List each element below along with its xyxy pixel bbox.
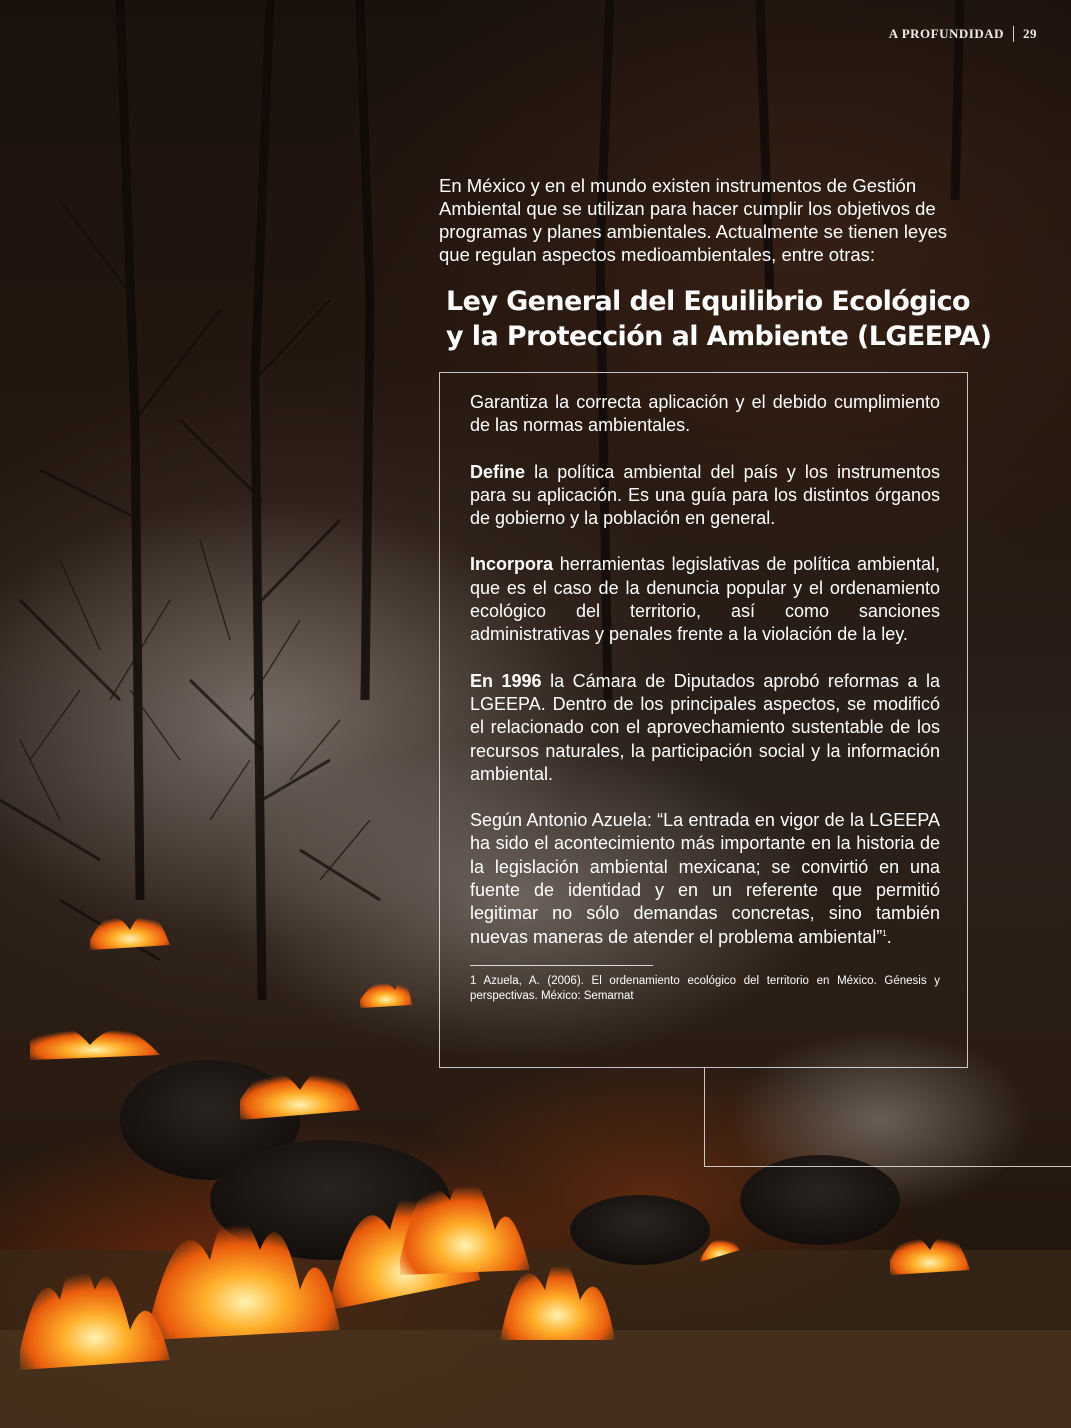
section-title: A PROFUNDIDAD <box>888 26 1004 41</box>
paragraph-1996 <box>470 670 940 786</box>
page-number: 29 <box>1023 26 1037 41</box>
footnote-marker: 1 <box>882 928 887 938</box>
paragraph-1996-text: la Cámara de Diputados aprobó reformas a la LGEEPA. Dentro de los principales aspectos, se modificó el relacionado con el aprovechamiento sustentable de los recursos naturales, la participación social y la información ambiental. <box>470 670 940 784</box>
paragraph-define-text: la política ambiental del país y los instrumentos para su aplicación. Es una guía para los distintos órganos de gobierno y la población en general. <box>470 461 940 529</box>
page-header <box>889 26 1037 42</box>
law-title-line-1: Ley General del Equilibrio Ecológico <box>446 286 970 317</box>
intro-paragraph: En México y en el mundo existen instrumentos de Gestión Ambiental que se utilizan para hacer cumplir los objetivos de programas y planes ambientales. Actualmente se tienen leyes que regulan aspectos medioambientales, entre otras: <box>439 175 948 265</box>
footnote: 1 Azuela, A. (2006). El ordenamiento ecológico del territorio en México. Génesis y perspectivas. México: Semarnat <box>470 974 940 1002</box>
law-title <box>446 284 1006 354</box>
paragraph-quote <box>470 809 940 949</box>
paragraph-guarantee: Garantiza la correcta aplicación y el debido cumplimiento de las normas ambientales. <box>470 392 940 436</box>
lead-define: Define <box>470 461 526 482</box>
header-divider <box>1013 26 1014 42</box>
lead-incorporate: Incorpora <box>470 554 554 575</box>
lead-1996: En 1996 <box>470 670 542 691</box>
footnote-rule <box>470 965 653 966</box>
info-box-content <box>470 391 940 1027</box>
paragraph-incorporate-text: herramientas legislativas de política ambiental, que es el caso de la denuncia popular y el ordenamiento ecológico del territorio, así como sanciones administrativas y penales frente a la violación de la ley. <box>470 554 940 645</box>
law-title-line-2: y la Protección al Ambiente (LGEEPA) <box>446 321 992 352</box>
info-box-frame-tail <box>704 1068 1071 1167</box>
quote-text: Según Antonio Azuela: “La entrada en vigor de la LGEEPA ha sido el acontecimiento más importante en la historia de la legislación ambiental mexicana; se convirtió en una fuente de identidad y en un referente que permitió legitimar no sólo demandas concretas, sino también nuevas maneras de atender el problema ambiental” <box>470 810 940 947</box>
paragraph-incorporate <box>470 553 940 646</box>
quote-end: . <box>886 926 892 947</box>
paragraph-define <box>470 461 940 531</box>
